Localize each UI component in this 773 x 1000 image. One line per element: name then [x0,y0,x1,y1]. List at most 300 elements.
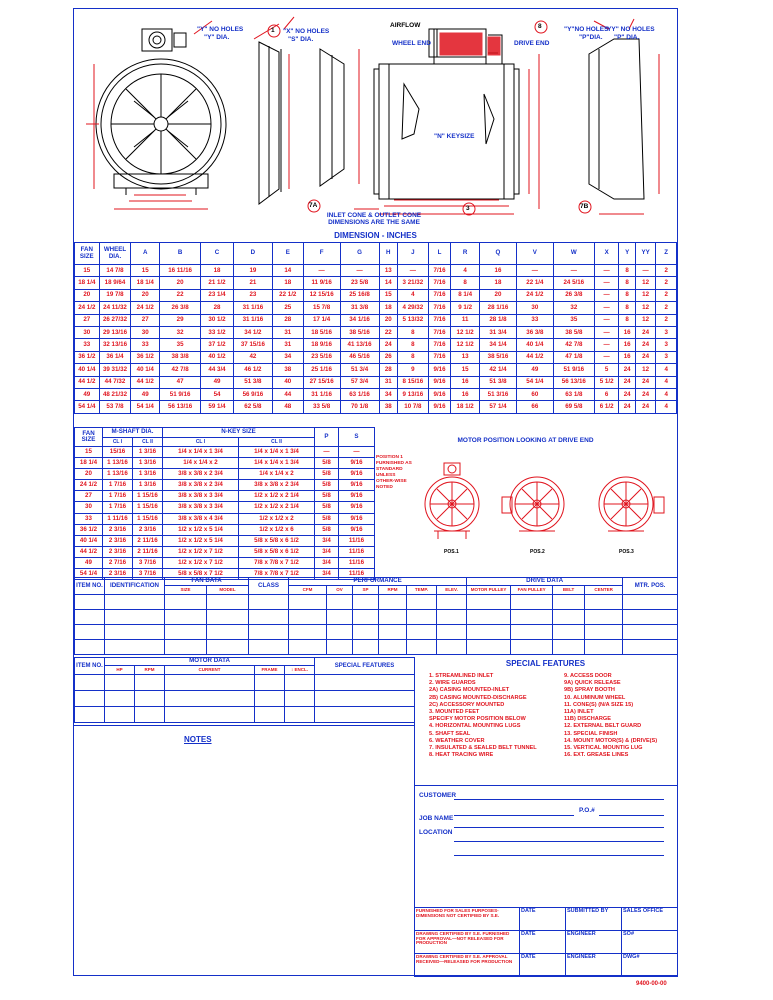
dim-cell: 9 1/2 [451,302,480,314]
dim-header-9: H [379,243,397,265]
fan-schedule-cell[interactable] [379,610,407,625]
fan-schedule-cell[interactable] [553,610,585,625]
special-feature-item: 16. EXT. GREASE LINES [564,752,629,759]
dim-cell: 49 [516,364,553,376]
shaft-cell: 3/4 [315,535,339,546]
fan-schedule-cell[interactable] [467,595,511,610]
dim-cell: 51 3/8 [233,376,272,388]
motor-schedule-cell[interactable] [105,691,135,707]
motor-schedule-cell[interactable] [165,675,255,691]
motor-schedule-cell[interactable] [165,707,255,723]
fan-schedule-cell[interactable] [165,625,207,640]
shaft-cell: 1 15/16 [133,491,163,502]
y-holes-label: "Y" NO HOLES [197,26,244,33]
fs-performance-header: PERFORMANCE [289,578,467,586]
dim-cell: 16 [451,388,480,400]
fan-schedule-cell[interactable] [467,610,511,625]
fan-schedule-cell[interactable] [249,625,289,640]
dim-cell: 11 9/16 [303,277,340,289]
fan-schedule-cell[interactable] [467,640,511,655]
shaft-cell: 1 3/16 [133,458,163,469]
fan-schedule-cell[interactable] [379,640,407,655]
fan-schedule-cell[interactable] [623,610,678,625]
title-block-cell: FURNISHED FOR SALES PURPOSES-DIMENSIONS NOT CERTIFIED BY S.E. [415,908,520,931]
special-feature-item: 2C) ACCESSORY MOUNTED [429,701,505,708]
shaft-cell: 30 [75,502,103,513]
dim-cell: 37 15/16 [233,339,272,351]
dim-row [75,401,677,413]
shaft-cell: 1/4 x 1/4 x 2 [239,469,315,480]
fan-schedule-cell[interactable] [249,610,289,625]
title-block-cell[interactable]: DATE [520,931,566,954]
dim-cell: 18 1/4 [75,277,100,289]
dim-row [75,364,677,376]
shaft-cell: 3/8 x 3/8 x 3 3/4 [163,491,239,502]
dim-cell: 18 [201,265,234,277]
fan-schedule-cell[interactable] [407,625,437,640]
motor-schedule-cell[interactable] [105,675,135,691]
fan-schedule-cell[interactable] [249,595,289,610]
fan-schedule-cell[interactable] [75,625,105,640]
dim-cell: 63 1/16 [340,388,379,400]
dim-cell: 20 [160,277,201,289]
fs-class-header: CLASS [249,578,289,595]
dim-cell: 60 [516,388,553,400]
dim-cell: 69 5/8 [553,401,594,413]
dim-cell: 14 [379,277,397,289]
nkey-cl1-header: CL I [163,438,239,447]
dim-cell: 2 [656,289,677,301]
dim-cell: 51 9/16 [160,388,201,400]
dim-cell: 4 [397,289,428,301]
dim-cell: 56 13/16 [160,401,201,413]
drawing-sheet [73,8,678,976]
dim-cell: 8 [619,289,635,301]
dim-cell: 12 15/16 [303,289,340,301]
motor-schedule-cell[interactable] [255,691,285,707]
shaft-cell: 1 13/16 [103,458,133,469]
shaft-cell: 3/8 x 3/8 x 2 3/4 [163,480,239,491]
dim-cell: 28 [272,314,303,326]
fan-schedule-cell[interactable] [289,640,327,655]
fan-schedule-cell[interactable] [327,610,353,625]
fan-schedule-cell[interactable] [585,640,623,655]
dim-cell: 32 13/16 [99,339,131,351]
dim-cell: 24 [635,326,656,338]
fan-schedule-cell[interactable] [511,640,553,655]
dim-cell: 23 5/16 [303,351,340,363]
dim-cell: 66 [516,401,553,413]
fan-schedule-cell[interactable] [289,610,327,625]
fan-schedule-cell[interactable] [407,595,437,610]
dim-cell: 48 [272,401,303,413]
dim-header-12: R [451,243,480,265]
shaft-cell: 2 3/16 [103,546,133,557]
fan-schedule-cell[interactable] [353,640,379,655]
fan-schedule-cell[interactable] [165,640,207,655]
fan-schedule-cell[interactable] [437,625,467,640]
dim-cell: 44 1/2 [516,351,553,363]
dim-cell: 63 1/8 [553,388,594,400]
title-block-cell[interactable]: SO# [622,931,678,954]
fs-fan-data-header: FAN DATA [165,578,249,586]
motor-schedule-cell[interactable] [315,707,415,723]
shaft-row [75,469,375,480]
shaft-cell: 3/8 x 3/8 x 4 3/4 [163,513,239,524]
dim-cell: 3 21/32 [397,277,428,289]
shaft-cell: 7/8 x 7/8 x 7 1/2 [239,557,315,568]
dim-header-4: C [201,243,234,265]
title-block-cell[interactable]: DATE [520,908,566,931]
shaft-cell: 5/8 [315,458,339,469]
title-block-cell[interactable]: SALES OFFICE [622,908,678,931]
motor-schedule-cell[interactable] [285,707,315,723]
shaft-cell: 3 7/16 [133,557,163,568]
fan-schedule-cell[interactable] [407,610,437,625]
shaft-cell: 2 3/16 [103,524,133,535]
fan-schedule-cell[interactable] [249,640,289,655]
fan-schedule-cell[interactable] [467,625,511,640]
keysize-label: "N" KEYSIZE [434,133,475,140]
dim-cell: 35 [160,339,201,351]
dim-cell: 16 11/16 [160,265,201,277]
pos2-label: POS.2 [530,549,545,555]
customer-line-2[interactable] [454,815,574,816]
shaft-cell: 9/16 [339,513,375,524]
dim-cell: — [397,265,428,277]
motor-schedule-row[interactable] [75,691,415,707]
dim-row [75,277,677,289]
title-block-cell[interactable]: ENGINEER [566,931,622,954]
dim-cell: 32 [160,326,201,338]
special-feature-item: 10. ALUMINUM WHEEL [564,694,626,701]
special-feature-item: 2. WIRE GUARDS [429,680,476,687]
fan-schedule-cell[interactable] [327,595,353,610]
dim-cell: 8 [397,326,428,338]
motor-schedule-cell[interactable] [135,707,165,723]
motor-schedule-cell[interactable] [105,707,135,723]
dim-cell: 30 [516,302,553,314]
dim-row [75,326,677,338]
dim-cell: 7/16 [428,302,451,314]
dim-header-18: YY [635,243,656,265]
motor-schedule-cell[interactable] [255,675,285,691]
fs-model-header: MODEL [207,586,249,595]
title-block-row [415,954,678,977]
dim-cell: 18 [272,277,303,289]
dim-cell: 24 [619,376,635,388]
dim-cell: 36 1/2 [131,351,160,363]
shaft-row [75,524,375,535]
dim-cell: 23 1/4 [201,289,234,301]
dim-cell: 20 [75,289,100,301]
shaft-cell: 1/2 x 1/2 x 5 1/4 [163,535,239,546]
mshaft-cl2-header: CL II [133,438,163,447]
dim-cell: 33 [75,339,100,351]
ms-current-header: CURRENT [165,666,255,675]
dim-cell: 20 [379,314,397,326]
dim-cell: 44 7/32 [99,376,131,388]
fan-schedule-cell[interactable] [553,625,585,640]
dim-cell: — [594,339,619,351]
dim-cell: 59 1/4 [201,401,234,413]
dim-cell: 22 [160,289,201,301]
dim-cell: 29 [160,314,201,326]
shaft-cell: 5/8 x 5/8 x 6 1/2 [239,535,315,546]
title-block-cell[interactable]: DWG# [622,954,678,977]
fan-schedule-cell[interactable] [207,595,249,610]
dim-cell: 24 5/16 [553,277,594,289]
fan-schedule-cell[interactable] [207,640,249,655]
dim-cell: 31 1/16 [233,302,272,314]
nkey-header: N-KEY SIZE [163,428,315,438]
fan-schedule-cell[interactable] [437,640,467,655]
dim-row [75,388,677,400]
fan-schedule-cell[interactable] [437,610,467,625]
dim-header-15: W [553,243,594,265]
dim-cell: 57 3/4 [340,376,379,388]
motor-schedule-cell[interactable] [315,691,415,707]
fan-schedule-cell[interactable] [623,640,678,655]
customer-label: CUSTOMER [419,792,457,799]
dim-cell: 4 [656,401,677,413]
fan-schedule-cell[interactable] [165,610,207,625]
dim-cell: 36 3/8 [516,326,553,338]
fan-schedule-cell[interactable] [437,595,467,610]
motor-position-diagrams [414,449,677,549]
dim-cell: 24 11/32 [99,302,131,314]
dim-cell: 21 [233,277,272,289]
dim-header-6: E [272,243,303,265]
fan-schedule-row[interactable] [75,640,678,655]
motor-schedule-cell[interactable] [75,675,105,691]
motor-schedule-cell[interactable] [315,675,415,691]
fan-schedule-cell[interactable] [585,625,623,640]
fan-schedule-cell[interactable] [327,640,353,655]
shaft-cell: 1/2 x 1/2 x 2 1/4 [239,502,315,513]
dim-cell: 27 [131,314,160,326]
dim-cell: 54 1/4 [75,401,100,413]
motor-schedule-cell[interactable] [135,675,165,691]
fan-schedule-cell[interactable] [75,640,105,655]
dim-cell: 57 1/4 [480,401,517,413]
fan-schedule-cell[interactable] [379,625,407,640]
shaft-cell: 9/16 [339,491,375,502]
dim-cell: 37 1/2 [201,339,234,351]
dim-cell: 56 13/16 [553,376,594,388]
shaft-cell: 3/8 x 3/8 x 3 3/4 [163,502,239,513]
special-features-right-list [564,673,657,759]
motor-schedule-cell[interactable] [135,691,165,707]
shaft-cell: 44 1/2 [75,546,103,557]
fan-schedule-cell[interactable] [105,595,165,610]
inlet-cone-note: INLET CONE & OUTLET CONE DIMENSIONS ARE THE SAME [326,212,422,226]
fan-schedule-cell[interactable] [585,595,623,610]
shaft-fan-size-header: FAN SIZE [75,428,103,447]
location-line[interactable] [454,841,664,842]
dim-header-5: D [233,243,272,265]
shaft-cell: 9/16 [339,524,375,535]
motor-schedule-row[interactable] [75,707,415,723]
dim-cell: 18 9/16 [303,339,340,351]
shaft-cell: 5/8 x 5/8 x 6 1/2 [239,546,315,557]
shaft-cell: — [315,447,339,458]
dim-cell: 35 [553,314,594,326]
fan-schedule-cell[interactable] [165,595,207,610]
customer-line[interactable] [454,799,664,800]
shaft-cell: 3/4 [315,557,339,568]
dim-header-2: A [131,243,160,265]
pos3-label: POS.3 [619,549,634,555]
fan-schedule-cell[interactable] [327,625,353,640]
dim-cell: 54 1/4 [131,401,160,413]
motor-schedule-cell[interactable] [285,675,315,691]
title-block-cell[interactable]: DATE [520,954,566,977]
dim-cell: 12 [635,302,656,314]
dim-cell: 39 31/32 [99,364,131,376]
fan-schedule-cell[interactable] [207,625,249,640]
notes-title: NOTES [184,735,212,744]
shaft-cell: 1/2 x 1/2 x 5 1/4 [163,524,239,535]
fan-schedule-cell[interactable] [379,595,407,610]
dim-cell: 38 [379,401,397,413]
dim-cell: 40 1/2 [201,351,234,363]
callout-1: 1 [271,27,275,34]
title-block-cell[interactable]: SUBMITTED BY [566,908,622,931]
dim-cell: 2 [656,314,677,326]
fan-schedule-cell[interactable] [105,610,165,625]
fan-schedule-cell[interactable] [623,625,678,640]
fan-schedule-cell[interactable] [75,595,105,610]
fan-schedule-row[interactable] [75,610,678,625]
motor-schedule-cell[interactable] [255,707,285,723]
dim-cell: 32 [553,302,594,314]
dim-row [75,351,677,363]
callout-8: 8 [538,23,542,30]
fan-schedule-cell[interactable] [511,610,553,625]
fan-schedule-cell[interactable] [585,610,623,625]
fs-drive-data-header: DRIVE DATA [467,578,623,586]
special-feature-item: 11. CONE(S) (N/A SIZE 15) [564,701,634,708]
shaft-row [75,491,375,502]
dim-cell: 10 7/8 [397,401,428,413]
shaft-cell: 33 [75,513,103,524]
motor-schedule-table [74,657,415,723]
shaft-cell: 3/4 [315,546,339,557]
shaft-cell: 18 1/4 [75,458,103,469]
fan-schedule-cell[interactable] [289,625,327,640]
shaft-cell: 1/4 x 1/4 x 1 3/4 [239,447,315,458]
shaft-cell: 3 7/16 [133,569,163,580]
motor-position-title: MOTOR POSITION LOOKING AT DRIVE END [457,437,594,444]
shaft-row [75,535,375,546]
dim-cell: 22 1/2 [272,289,303,301]
dim-cell: — [594,289,619,301]
shaft-cell: 3/4 [315,569,339,580]
dim-cell: 8 [619,265,635,277]
dim-cell: 16 [619,351,635,363]
fan-schedule-row[interactable] [75,625,678,640]
fan-schedule-cell[interactable] [75,610,105,625]
title-block-cell[interactable]: ENGINEER [566,954,622,977]
fan-schedule-cell[interactable] [105,625,165,640]
fan-schedule-cell[interactable] [511,625,553,640]
fan-schedule-cell[interactable] [207,610,249,625]
shaft-cell: 24 1/2 [75,480,103,491]
shaft-cell: 2 3/16 [133,524,163,535]
location-line-2[interactable] [454,855,664,856]
dim-cell: 18 1/4 [131,277,160,289]
fan-schedule-cell[interactable] [353,595,379,610]
motor-schedule-cell[interactable] [75,691,105,707]
shaft-cell: 2 11/16 [133,546,163,557]
dim-cell: — [594,277,619,289]
motor-schedule-cell[interactable] [165,691,255,707]
y-dia-label: "Y" DIA. [204,34,230,41]
ms-motor-data-header: MOTOR DATA [105,658,315,666]
fan-schedule-cell[interactable] [407,640,437,655]
dim-cell: 7/16 [428,289,451,301]
dim-cell: 41 13/16 [340,339,379,351]
dim-cell: 31 1/16 [233,314,272,326]
special-feature-item: SPECIFY MOTOR POSITION BELOW [429,716,526,723]
fan-schedule-row[interactable] [75,595,678,610]
fs-item-no-header: ITEM NO. [75,578,105,595]
dim-cell: 8 [397,351,428,363]
callout-7b: 7B [580,203,589,210]
fan-schedule-cell[interactable] [353,625,379,640]
dim-cell: 70 1/8 [340,401,379,413]
motor-schedule-row[interactable] [75,675,415,691]
fan-schedule-cell[interactable] [553,640,585,655]
po-line[interactable] [599,815,664,816]
s-header: S [339,428,375,447]
dim-cell: 9 13/16 [397,388,428,400]
dim-cell: 9/16 [428,401,451,413]
fan-schedule-cell[interactable] [553,595,585,610]
dim-cell: 47 1/8 [553,351,594,363]
dim-cell: 29 13/16 [99,326,131,338]
dim-cell: 15 [379,289,397,301]
dim-cell: 18 5/16 [303,326,340,338]
dim-cell: 24 1/2 [75,302,100,314]
special-feature-item: 9B) SPRAY BOOTH [564,687,615,694]
dim-cell: 26 3/8 [160,302,201,314]
special-features-left-list [429,673,537,759]
dim-cell: 12 [635,289,656,301]
dim-cell: — [594,265,619,277]
job-name-line[interactable] [454,827,664,828]
fan-schedule-cell[interactable] [289,595,327,610]
ms-encl-header: ↕ ENCL. [285,666,315,675]
motor-schedule-cell[interactable] [75,707,105,723]
dim-cell: 44 3/4 [201,364,234,376]
dim-cell: 33 1/2 [201,326,234,338]
shaft-cell: 1 7/16 [103,491,133,502]
dim-cell: 20 [480,289,517,301]
motor-schedule-cell[interactable] [285,691,315,707]
shaft-cell: 2 3/16 [103,535,133,546]
dim-cell: 8 15/16 [397,376,428,388]
dim-cell: — [340,265,379,277]
fan-schedule-cell[interactable] [353,610,379,625]
special-feature-item: 13. SPECIAL FINISH [564,730,618,737]
fan-schedule-cell[interactable] [105,640,165,655]
shaft-cell: 3/8 x 3/8 x 2 3/4 [163,469,239,480]
fan-schedule-cell[interactable] [511,595,553,610]
dim-row [75,376,677,388]
fan-schedule-cell[interactable] [623,595,678,610]
